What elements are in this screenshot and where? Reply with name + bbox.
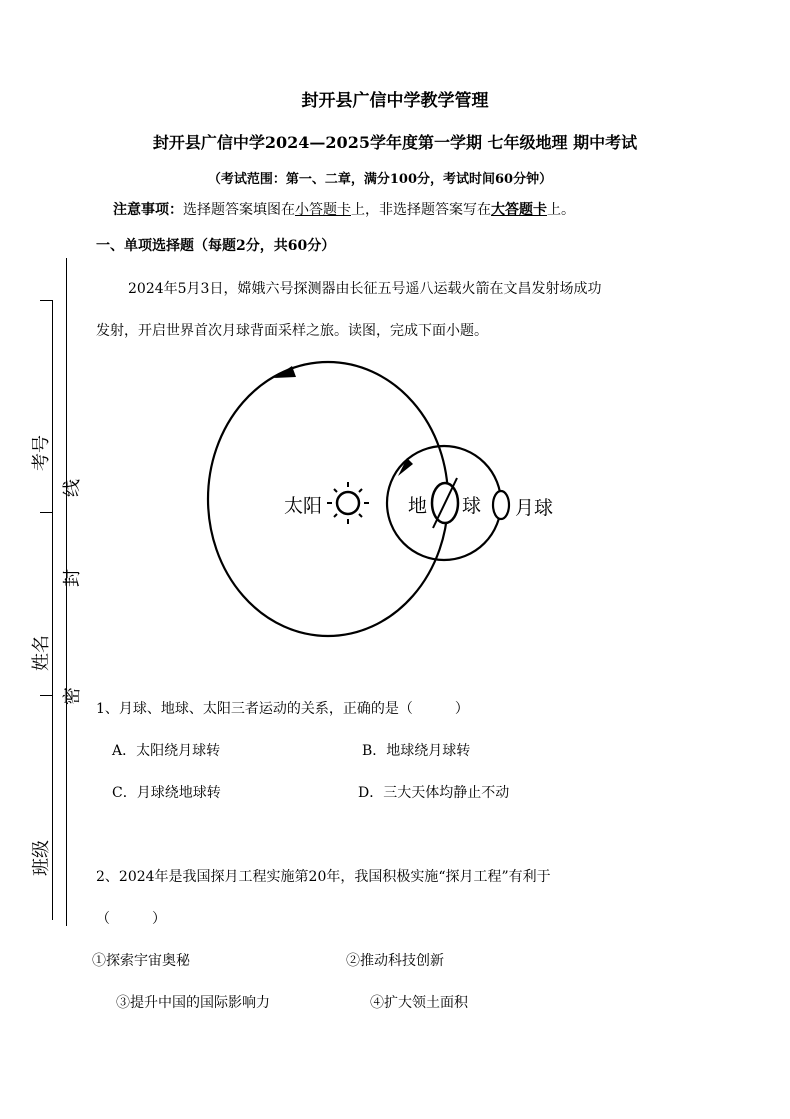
earth-label-right: 球 bbox=[462, 495, 482, 517]
binding-line-inner bbox=[52, 300, 53, 920]
question-2-item-4: ④扩大领土面积 bbox=[370, 995, 468, 1011]
question-2-item-1: ①探索宇宙奥秘 bbox=[92, 953, 190, 969]
notice bbox=[113, 199, 575, 219]
exam-title: 封开县广信中学2024—2025学年度第一学期 七年级地理 期中考试 bbox=[152, 133, 638, 152]
notice-text-3: 上。 bbox=[547, 202, 575, 218]
class-label: 班级 bbox=[31, 840, 52, 876]
question-1-option-a[interactable]: A．太阳绕月球转 bbox=[112, 743, 221, 759]
notice-card-large: 大答题卡 bbox=[491, 202, 547, 218]
name-underline bbox=[40, 512, 52, 513]
question-2-stem: 2、2024年是我国探月工程实施第20年，我国积极实施“探月工程”有利于 bbox=[96, 869, 551, 885]
name-label: 姓名 bbox=[31, 635, 52, 671]
class-underline bbox=[40, 695, 52, 696]
question-2-item-2: ②推动科技创新 bbox=[346, 953, 444, 969]
sun-icon bbox=[327, 482, 369, 524]
earth-label-left: 地 bbox=[408, 495, 428, 517]
exam-no-underline bbox=[40, 300, 52, 301]
moon-icon bbox=[493, 491, 509, 519]
notice-text-1: 选择题答案填图在 bbox=[183, 202, 295, 218]
notice-prefix: 注意事项： bbox=[113, 202, 183, 218]
notice-text-2: 上，非选择题答案写在 bbox=[351, 202, 491, 218]
intro-line-1: 2024年5月3日，嫦娥六号探测器由长征五号遥八运载火箭在文昌发射场成功 bbox=[128, 281, 602, 297]
question-1-option-d[interactable]: D．三大天体均静止不动 bbox=[358, 785, 510, 801]
sun-label: 太阳 bbox=[284, 495, 323, 517]
intro-line-2: 发射，开启世界首次月球背面采样之旅。读图，完成下面小题。 bbox=[96, 323, 488, 339]
dense-char: 密 bbox=[62, 687, 83, 705]
sun-earth-moon-diagram bbox=[200, 352, 570, 642]
earth-icon bbox=[432, 478, 458, 528]
moon-label: 月球 bbox=[515, 497, 554, 519]
section-title: 一、单项选择题（每题2分，共60分） bbox=[96, 238, 336, 254]
seal-char: 封 bbox=[62, 569, 83, 587]
question-1-stem: 1、月球、地球、太阳三者运动的关系，正确的是（ ） bbox=[96, 701, 469, 717]
exam-scope: （考试范围：第一、二章，满分100分，考试时间60分钟） bbox=[207, 172, 553, 187]
school-title: 封开县广信中学教学管理 bbox=[301, 91, 489, 111]
notice-card-small: 小答题卡 bbox=[295, 202, 351, 218]
question-1-option-c[interactable]: C．月球绕地球转 bbox=[112, 785, 221, 801]
question-2-item-3: ③提升中国的国际影响力 bbox=[116, 995, 270, 1011]
line-char: 线 bbox=[62, 479, 83, 497]
question-1-option-b[interactable]: B．地球绕月球转 bbox=[362, 743, 471, 759]
question-2-paren: （ ） bbox=[96, 911, 166, 927]
binding-line-outer bbox=[66, 258, 67, 926]
exam-no-label: 考号 bbox=[31, 435, 52, 471]
